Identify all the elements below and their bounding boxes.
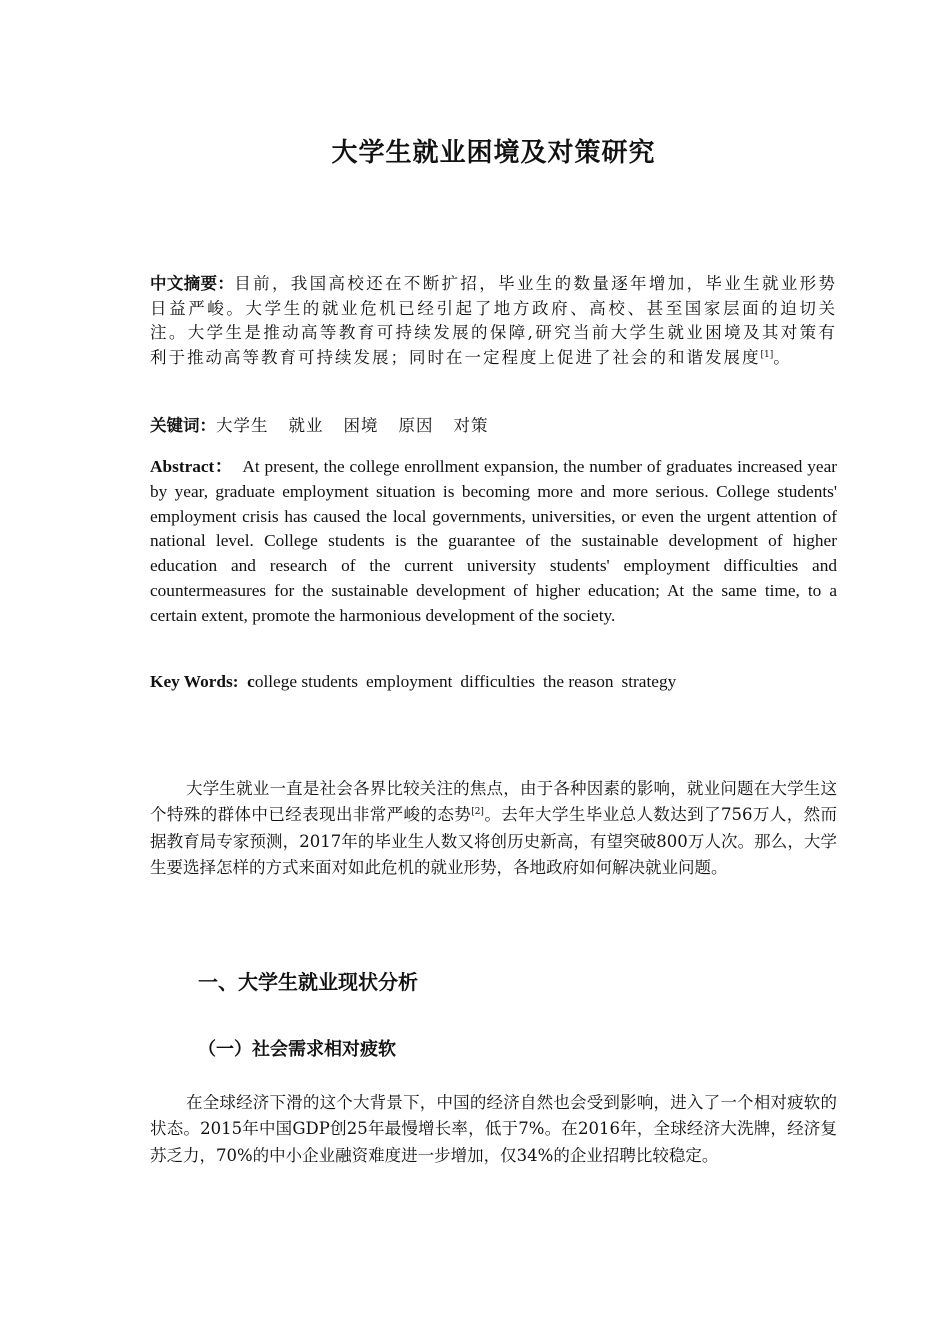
chinese-abstract-end: 。 <box>773 347 792 367</box>
subsection-heading: （一）社会需求相对疲软 <box>198 1039 396 1060</box>
keyword-item: 困境 <box>343 416 379 435</box>
citation-ref-2: [2] <box>471 807 484 818</box>
keyword-item: 就业 <box>288 416 324 435</box>
chinese-abstract-label: 中文摘要： <box>150 274 235 293</box>
english-abstract-label: Abstract： <box>150 457 233 476</box>
section-heading: 一、大学生就业现状分析 <box>198 970 418 994</box>
english-keyword-item: difficulties <box>460 672 535 691</box>
english-abstract <box>150 455 837 629</box>
english-keywords <box>150 670 684 694</box>
chinese-keywords-label: 关键词： <box>150 416 216 435</box>
paper-title: 大学生就业困境及对策研究 <box>331 138 656 168</box>
chinese-abstract-text: 目前，我国高校还在不断扩招，毕业生的数量逐年增加，毕业生就业形势日益严峻。大学生的就业危机已经引起了地方政府、高校、甚至国家层面的迫切关注。大学生是推动高等教育可持续发展的保障,研究当前大学生就业困境及其对策有利于推动高等教育可持续发展；同时在一定程度上促进了社会的和谐发展度 <box>150 274 838 367</box>
english-keyword-item: the reason <box>542 672 614 691</box>
english-keyword-lead: c <box>247 672 255 691</box>
keyword-item: 大学生 <box>216 416 269 435</box>
english-keyword-item: strategy <box>621 672 677 691</box>
keyword-item: 对策 <box>453 416 489 435</box>
chinese-abstract <box>150 272 837 370</box>
chinese-keywords <box>150 414 509 438</box>
english-keyword-item: employment <box>366 672 453 691</box>
intro-paragraph <box>150 776 837 882</box>
intro-text-2: 。去年大学生毕业总人数达到了756万人，然而据教育局专家预测，2017年的毕业生人数又将创历史新高，有望突破800万人次。那么，大学生要选择怎样的方式来面对如此危机的就业形势，各地政府如何解决就业问题。 <box>150 805 838 878</box>
english-keyword-item: ollege students <box>254 672 359 691</box>
english-abstract-text: At present, the college enrollment expansion, the number of graduates increased year by year, graduate employment situation is becoming more and more serious. College students' employment crisis has caused the local governments, universities, or even the urgent attention of national level. College students is the guarantee of the sustainable development of higher education and research of the current university students' employment difficulties and countermeasures for the sustainable development of higher education; At the same time, to a certain extent, promote the harmonious development of the society. <box>150 457 838 625</box>
citation-ref-1: [1] <box>760 349 774 360</box>
english-keywords-label: Key Words: <box>150 672 239 691</box>
subsection-paragraph: 在全球经济下滑的这个大背景下，中国的经济自然也会受到影响，进入了一个相对疲软的状态。2015年中国GDP创25年最慢增长率，低于7%。在2016年，全球经济大洗牌，经济复苏乏力，70%的中小企业融资难度进一步增加，仅34%的企业招聘比较稳定。 <box>150 1093 837 1165</box>
keyword-item: 原因 <box>398 416 434 435</box>
intro-text-1: 大学生就业一直是社会各界比较关注的焦点，由于各种因素的影响，就业问题在大学生这个特殊的群体中已经表现出非常严峻的态势 <box>150 779 837 825</box>
